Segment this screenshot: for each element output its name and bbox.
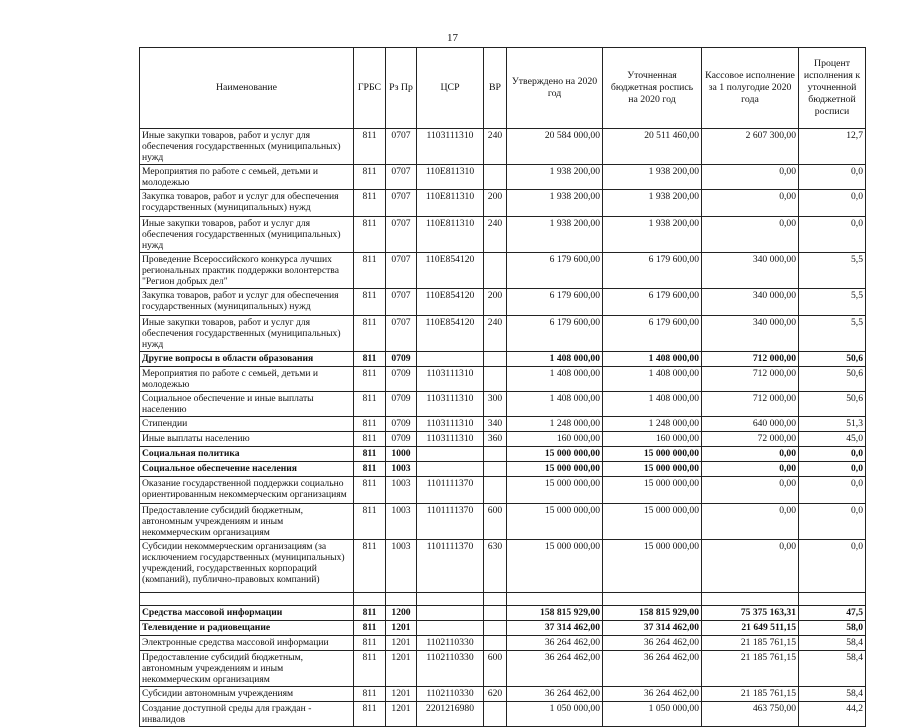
cell-rzpr: 1000 <box>386 447 417 462</box>
cell-refined: 1 938 200,00 <box>603 217 702 253</box>
table-row <box>140 687 866 702</box>
header-vr: ВР <box>484 48 507 129</box>
spacer-cell <box>507 593 603 606</box>
table-row <box>140 253 866 289</box>
cell-refined: 36 264 462,00 <box>603 636 702 651</box>
cell-refined: 15 000 000,00 <box>603 504 702 540</box>
cell-cash: 340 000,00 <box>702 316 799 352</box>
table-row <box>140 702 866 727</box>
cell-csr: 1102110330 <box>417 636 484 651</box>
cell-csr <box>417 462 484 477</box>
header-grbs: ГРБС <box>354 48 386 129</box>
table-row <box>140 447 866 462</box>
cell-csr: 1102110330 <box>417 687 484 702</box>
cell-csr <box>417 352 484 367</box>
cell-approved: 6 179 600,00 <box>507 289 603 316</box>
cell-vr <box>484 253 507 289</box>
cell-rzpr: 0707 <box>386 217 417 253</box>
cell-vr <box>484 352 507 367</box>
table-row <box>140 129 866 165</box>
cell-rzpr: 0709 <box>386 352 417 367</box>
cell-percent: 5,5 <box>799 289 866 316</box>
cell-approved: 160 000,00 <box>507 432 603 447</box>
cell-approved: 36 264 462,00 <box>507 687 603 702</box>
table-row <box>140 651 866 687</box>
cell-percent: 0,0 <box>799 447 866 462</box>
table-row <box>140 165 866 190</box>
cell-name: Средства массовой информации <box>140 606 354 621</box>
cell-csr: 110E811310 <box>417 165 484 190</box>
cell-vr: 300 <box>484 392 507 417</box>
cell-grbs: 811 <box>354 477 386 504</box>
cell-cash: 712 000,00 <box>702 352 799 367</box>
cell-rzpr: 0709 <box>386 417 417 432</box>
table-row <box>140 367 866 392</box>
cell-refined: 6 179 600,00 <box>603 289 702 316</box>
cell-cash: 340 000,00 <box>702 253 799 289</box>
cell-cash: 0,00 <box>702 504 799 540</box>
cell-approved: 1 938 200,00 <box>507 165 603 190</box>
spacer-cell <box>140 593 354 606</box>
table-row <box>140 352 866 367</box>
cell-cash: 0,00 <box>702 190 799 217</box>
cell-approved: 15 000 000,00 <box>507 540 603 593</box>
cell-percent: 51,3 <box>799 417 866 432</box>
cell-percent: 58,0 <box>799 621 866 636</box>
table-row <box>140 190 866 217</box>
table-row <box>140 504 866 540</box>
cell-vr <box>484 702 507 727</box>
cell-csr: 1103111310 <box>417 367 484 392</box>
cell-cash: 0,00 <box>702 477 799 504</box>
table-row <box>140 417 866 432</box>
header-rzpr: Рз Пр <box>386 48 417 129</box>
cell-cash: 2 607 300,00 <box>702 129 799 165</box>
cell-percent: 58,4 <box>799 687 866 702</box>
table-row <box>140 606 866 621</box>
table-row <box>140 217 866 253</box>
cell-percent: 44,2 <box>799 702 866 727</box>
cell-percent: 5,5 <box>799 316 866 352</box>
cell-grbs: 811 <box>354 462 386 477</box>
cell-approved: 1 938 200,00 <box>507 190 603 217</box>
cell-rzpr: 0707 <box>386 316 417 352</box>
table-row <box>140 636 866 651</box>
cell-cash: 21 649 511,15 <box>702 621 799 636</box>
cell-vr: 200 <box>484 289 507 316</box>
header-csr: ЦСР <box>417 48 484 129</box>
cell-refined: 1 050 000,00 <box>603 702 702 727</box>
cell-name: Электронные средства массовой информации <box>140 636 354 651</box>
cell-rzpr: 0707 <box>386 129 417 165</box>
cell-vr: 360 <box>484 432 507 447</box>
cell-name: Предоставление субсидий бюджетным, автономным учреждениям и иным некоммерческим организациям <box>140 504 354 540</box>
cell-csr: 110E811310 <box>417 190 484 217</box>
cell-rzpr: 1003 <box>386 504 417 540</box>
header-row <box>140 48 866 129</box>
spacer-cell <box>799 593 866 606</box>
cell-cash: 463 750,00 <box>702 702 799 727</box>
cell-grbs: 811 <box>354 636 386 651</box>
cell-percent: 50,6 <box>799 367 866 392</box>
table-row <box>140 540 866 593</box>
cell-csr: 1103111310 <box>417 417 484 432</box>
spacer-cell <box>603 593 702 606</box>
cell-grbs: 811 <box>354 702 386 727</box>
cell-percent: 0,0 <box>799 217 866 253</box>
cell-rzpr: 1201 <box>386 651 417 687</box>
cell-approved: 1 050 000,00 <box>507 702 603 727</box>
cell-refined: 36 264 462,00 <box>603 687 702 702</box>
cell-refined: 15 000 000,00 <box>603 540 702 593</box>
cell-refined: 1 408 000,00 <box>603 392 702 417</box>
cell-cash: 21 185 761,15 <box>702 651 799 687</box>
cell-csr: 1101111370 <box>417 504 484 540</box>
cell-rzpr: 1003 <box>386 540 417 593</box>
cell-csr: 1101111370 <box>417 477 484 504</box>
cell-rzpr: 1201 <box>386 687 417 702</box>
cell-csr: 1103111310 <box>417 392 484 417</box>
cell-cash: 21 185 761,15 <box>702 687 799 702</box>
cell-refined: 15 000 000,00 <box>603 477 702 504</box>
cell-rzpr: 0707 <box>386 289 417 316</box>
cell-name: Иные выплаты населению <box>140 432 354 447</box>
cell-percent: 47,5 <box>799 606 866 621</box>
cell-approved: 15 000 000,00 <box>507 462 603 477</box>
cell-cash: 712 000,00 <box>702 367 799 392</box>
cell-refined: 1 408 000,00 <box>603 352 702 367</box>
cell-refined: 37 314 462,00 <box>603 621 702 636</box>
cell-percent: 0,0 <box>799 504 866 540</box>
header-name: Наименование <box>140 48 354 129</box>
cell-refined: 36 264 462,00 <box>603 651 702 687</box>
cell-rzpr: 0707 <box>386 253 417 289</box>
cell-csr <box>417 621 484 636</box>
cell-name: Стипендии <box>140 417 354 432</box>
cell-grbs: 811 <box>354 417 386 432</box>
cell-rzpr: 0709 <box>386 432 417 447</box>
cell-cash: 712 000,00 <box>702 392 799 417</box>
cell-csr: 110E854120 <box>417 253 484 289</box>
cell-grbs: 811 <box>354 540 386 593</box>
cell-name: Оказание государственной поддержки социально ориентированным некоммерческим организациям <box>140 477 354 504</box>
cell-grbs: 811 <box>354 504 386 540</box>
cell-grbs: 811 <box>354 687 386 702</box>
cell-cash: 340 000,00 <box>702 289 799 316</box>
table-row <box>140 432 866 447</box>
cell-approved: 158 815 929,00 <box>507 606 603 621</box>
cell-name: Закупка товаров, работ и услуг для обеспечения государственных (муниципальных) нужд <box>140 190 354 217</box>
cell-grbs: 811 <box>354 367 386 392</box>
cell-grbs: 811 <box>354 621 386 636</box>
cell-refined: 6 179 600,00 <box>603 253 702 289</box>
cell-name: Иные закупки товаров, работ и услуг для обеспечения государственных (муниципальных) нужд <box>140 217 354 253</box>
cell-percent: 5,5 <box>799 253 866 289</box>
cell-csr: 2201216980 <box>417 702 484 727</box>
cell-rzpr: 1201 <box>386 702 417 727</box>
cell-name: Другие вопросы в области образования <box>140 352 354 367</box>
table-row <box>140 392 866 417</box>
cell-vr <box>484 367 507 392</box>
cell-cash: 0,00 <box>702 462 799 477</box>
table-body <box>140 129 866 727</box>
cell-approved: 37 314 462,00 <box>507 621 603 636</box>
cell-vr <box>484 462 507 477</box>
cell-name: Закупка товаров, работ и услуг для обеспечения государственных (муниципальных) нужд <box>140 289 354 316</box>
cell-refined: 20 511 460,00 <box>603 129 702 165</box>
cell-rzpr: 1003 <box>386 477 417 504</box>
cell-grbs: 811 <box>354 606 386 621</box>
cell-refined: 1 408 000,00 <box>603 367 702 392</box>
cell-csr: 110E854120 <box>417 316 484 352</box>
cell-name: Мероприятия по работе с семьей, детьми и молодежью <box>140 165 354 190</box>
spacer-cell <box>386 593 417 606</box>
cell-cash: 21 185 761,15 <box>702 636 799 651</box>
cell-approved: 1 408 000,00 <box>507 392 603 417</box>
cell-vr: 620 <box>484 687 507 702</box>
spacer-cell <box>484 593 507 606</box>
cell-rzpr: 0709 <box>386 367 417 392</box>
cell-approved: 1 408 000,00 <box>507 352 603 367</box>
cell-name: Мероприятия по работе с семьей, детьми и молодежью <box>140 367 354 392</box>
spacer-cell <box>417 593 484 606</box>
cell-name: Социальная политика <box>140 447 354 462</box>
cell-grbs: 811 <box>354 651 386 687</box>
cell-approved: 36 264 462,00 <box>507 636 603 651</box>
cell-approved: 6 179 600,00 <box>507 253 603 289</box>
cell-rzpr: 1003 <box>386 462 417 477</box>
cell-csr: 1103111310 <box>417 432 484 447</box>
cell-name: Проведение Всероссийского конкурса лучших региональных практик поддержки волонтерства "Регион добрых дел" <box>140 253 354 289</box>
table-row <box>140 621 866 636</box>
cell-percent: 0,0 <box>799 477 866 504</box>
cell-cash: 0,00 <box>702 217 799 253</box>
cell-grbs: 811 <box>354 129 386 165</box>
cell-refined: 15 000 000,00 <box>603 447 702 462</box>
budget-table <box>139 47 866 727</box>
cell-vr <box>484 606 507 621</box>
cell-csr: 1101111370 <box>417 540 484 593</box>
cell-percent: 0,0 <box>799 462 866 477</box>
cell-approved: 1 248 000,00 <box>507 417 603 432</box>
cell-refined: 158 815 929,00 <box>603 606 702 621</box>
cell-vr <box>484 165 507 190</box>
header-percent: Процент исполнения к уточненной бюджетной росписи <box>799 48 866 129</box>
cell-grbs: 811 <box>354 447 386 462</box>
cell-grbs: 811 <box>354 165 386 190</box>
spacer-row <box>140 593 866 606</box>
cell-cash: 72 000,00 <box>702 432 799 447</box>
cell-vr <box>484 636 507 651</box>
header-cash: Кассовое исполнение за 1 полугодие 2020 года <box>702 48 799 129</box>
cell-vr: 200 <box>484 190 507 217</box>
cell-grbs: 811 <box>354 217 386 253</box>
cell-percent: 50,6 <box>799 392 866 417</box>
cell-approved: 15 000 000,00 <box>507 477 603 504</box>
cell-grbs: 811 <box>354 392 386 417</box>
cell-cash: 0,00 <box>702 447 799 462</box>
cell-name: Субсидии автономным учреждениям <box>140 687 354 702</box>
cell-refined: 1 938 200,00 <box>603 190 702 217</box>
cell-cash: 0,00 <box>702 540 799 593</box>
page-number: 17 <box>447 32 458 44</box>
cell-rzpr: 1200 <box>386 606 417 621</box>
cell-cash: 0,00 <box>702 165 799 190</box>
cell-percent: 0,0 <box>799 540 866 593</box>
cell-percent: 58,4 <box>799 636 866 651</box>
cell-vr: 630 <box>484 540 507 593</box>
cell-csr <box>417 447 484 462</box>
cell-vr: 240 <box>484 217 507 253</box>
cell-name: Телевидение и радиовещание <box>140 621 354 636</box>
cell-grbs: 811 <box>354 352 386 367</box>
cell-cash: 75 375 163,31 <box>702 606 799 621</box>
cell-approved: 15 000 000,00 <box>507 447 603 462</box>
cell-refined: 1 938 200,00 <box>603 165 702 190</box>
cell-grbs: 811 <box>354 289 386 316</box>
cell-name: Предоставление субсидий бюджетным, автономным учреждениям и иным некоммерческим организациям <box>140 651 354 687</box>
cell-percent: 0,0 <box>799 165 866 190</box>
cell-grbs: 811 <box>354 432 386 447</box>
cell-vr <box>484 621 507 636</box>
cell-approved: 1 938 200,00 <box>507 217 603 253</box>
cell-name: Социальное обеспечение и иные выплаты населению <box>140 392 354 417</box>
cell-rzpr: 1201 <box>386 636 417 651</box>
cell-percent: 50,6 <box>799 352 866 367</box>
cell-cash: 640 000,00 <box>702 417 799 432</box>
spacer-cell <box>354 593 386 606</box>
header-approved: Утверждено на 2020 год <box>507 48 603 129</box>
cell-approved: 20 584 000,00 <box>507 129 603 165</box>
cell-name: Социальное обеспечение населения <box>140 462 354 477</box>
cell-name: Иные закупки товаров, работ и услуг для обеспечения государственных (муниципальных) нужд <box>140 129 354 165</box>
cell-grbs: 811 <box>354 316 386 352</box>
cell-refined: 160 000,00 <box>603 432 702 447</box>
cell-vr: 600 <box>484 651 507 687</box>
table-row <box>140 462 866 477</box>
cell-csr: 110E854120 <box>417 289 484 316</box>
cell-vr: 600 <box>484 504 507 540</box>
cell-grbs: 811 <box>354 190 386 217</box>
cell-csr: 1103111310 <box>417 129 484 165</box>
cell-approved: 1 408 000,00 <box>507 367 603 392</box>
table-row <box>140 477 866 504</box>
cell-csr: 110E811310 <box>417 217 484 253</box>
cell-rzpr: 1201 <box>386 621 417 636</box>
cell-vr <box>484 447 507 462</box>
cell-vr: 240 <box>484 129 507 165</box>
cell-refined: 1 248 000,00 <box>603 417 702 432</box>
cell-vr: 340 <box>484 417 507 432</box>
cell-csr: 1102110330 <box>417 651 484 687</box>
cell-refined: 6 179 600,00 <box>603 316 702 352</box>
cell-rzpr: 0707 <box>386 165 417 190</box>
table-row <box>140 316 866 352</box>
cell-grbs: 811 <box>354 253 386 289</box>
cell-percent: 58,4 <box>799 651 866 687</box>
spacer-cell <box>702 593 799 606</box>
cell-percent: 45,0 <box>799 432 866 447</box>
cell-rzpr: 0707 <box>386 190 417 217</box>
cell-vr: 240 <box>484 316 507 352</box>
cell-approved: 36 264 462,00 <box>507 651 603 687</box>
cell-approved: 6 179 600,00 <box>507 316 603 352</box>
cell-vr <box>484 477 507 504</box>
header-refined: Уточненная бюджетная роспись на 2020 год <box>603 48 702 129</box>
cell-csr <box>417 606 484 621</box>
table-row <box>140 289 866 316</box>
cell-refined: 15 000 000,00 <box>603 462 702 477</box>
cell-percent: 12,7 <box>799 129 866 165</box>
cell-percent: 0,0 <box>799 190 866 217</box>
cell-name: Иные закупки товаров, работ и услуг для обеспечения государственных (муниципальных) нужд <box>140 316 354 352</box>
cell-rzpr: 0709 <box>386 392 417 417</box>
cell-name: Субсидии некоммерческим организациям (за исключением государственных (муниципальных) учреждений, государственных корпораций (компаний), публично-правовых компаний) <box>140 540 354 593</box>
cell-approved: 15 000 000,00 <box>507 504 603 540</box>
cell-name: Создание доступной среды для граждан - инвалидов <box>140 702 354 727</box>
